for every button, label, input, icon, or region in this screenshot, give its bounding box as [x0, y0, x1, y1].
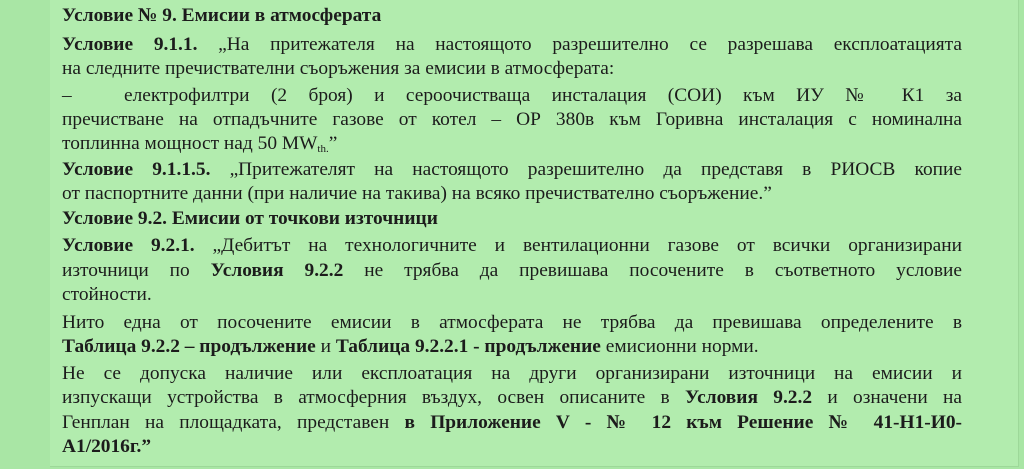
heading-condition-9: Условие № 9. Емисии в атмосферата: [62, 5, 382, 26]
paragraph-sources-line-2: изпускащи устройства в атмосферния въздух, освен описаните в Условия 9.2.2 и означени на: [62, 387, 962, 408]
heading-condition-9-2: Условие 9.2. Емисии от точкови източници: [62, 208, 438, 229]
condition-9-1-1-line-1: Условие 9.1.1. „На притежателя на настоящото разрешително се разрешава експлоатацията: [62, 34, 963, 55]
paragraph-sources-line-1: Не се допуска наличие или експлоатация на други организирани източници на емисии и: [62, 363, 962, 384]
condition-label: Условие 9.2.1.: [62, 235, 195, 256]
condition-9-2-1-line-2: източници по Условия 9.2.2 не трябва да превишава посочените в съответното условие: [62, 260, 962, 281]
dash-bullet: –: [62, 85, 72, 106]
condition-9-2-1-line-1: Условие 9.2.1. „Дебитът на технологичните и вентилационни газове от всички организирани: [62, 235, 963, 256]
paragraph-emissions-line-1: Нито една от посочените емисии в атмосферата не трябва да превишава определените в: [62, 312, 962, 333]
paragraph-sources-line-3: Генплан на площадката, представен в Приложение V - № 12 към Решение № 41-Н1-И0-: [62, 412, 962, 433]
condition-label: Условие 9.1.1.5.: [62, 159, 211, 180]
paragraph-sources-line-4: А1/2016г.”: [62, 436, 152, 457]
condition-9-1-1-5-line-1: Условие 9.1.1.5. „Притежателят на настоящото разрешително да представя в РИОСВ копие: [62, 159, 963, 180]
paragraph-emissions-line-2: Таблица 9.2.2 – продължение и Таблица 9.2.2.1 - продължение емисионни норми.: [62, 336, 759, 357]
condition-9-1-1-5-line-2: от паспортните данни (при наличие на такива) на всяко пречиствателно съоръжение.”: [62, 183, 772, 204]
condition-9-1-1-line-3: – електрофилтри (2 броя) и сероочистваща инсталация (СОИ) към ИУ № К1 за: [62, 85, 962, 106]
condition-9-1-1-line-4: пречистване на отпадъчните газове от котел – ОР 380в към Горивна инсталация с номинална: [62, 109, 962, 130]
condition-9-1-1-line-5: топлинна мощност над 50 $MW_{th.}$”: [62, 133, 338, 155]
condition-label: Условие 9.1.1.: [62, 34, 198, 55]
condition-9-1-1-line-2: на следните пречиствателни съоръжения за емисии в атмосферата:: [62, 58, 615, 79]
condition-9-2-1-line-3: стойности.: [62, 284, 152, 305]
